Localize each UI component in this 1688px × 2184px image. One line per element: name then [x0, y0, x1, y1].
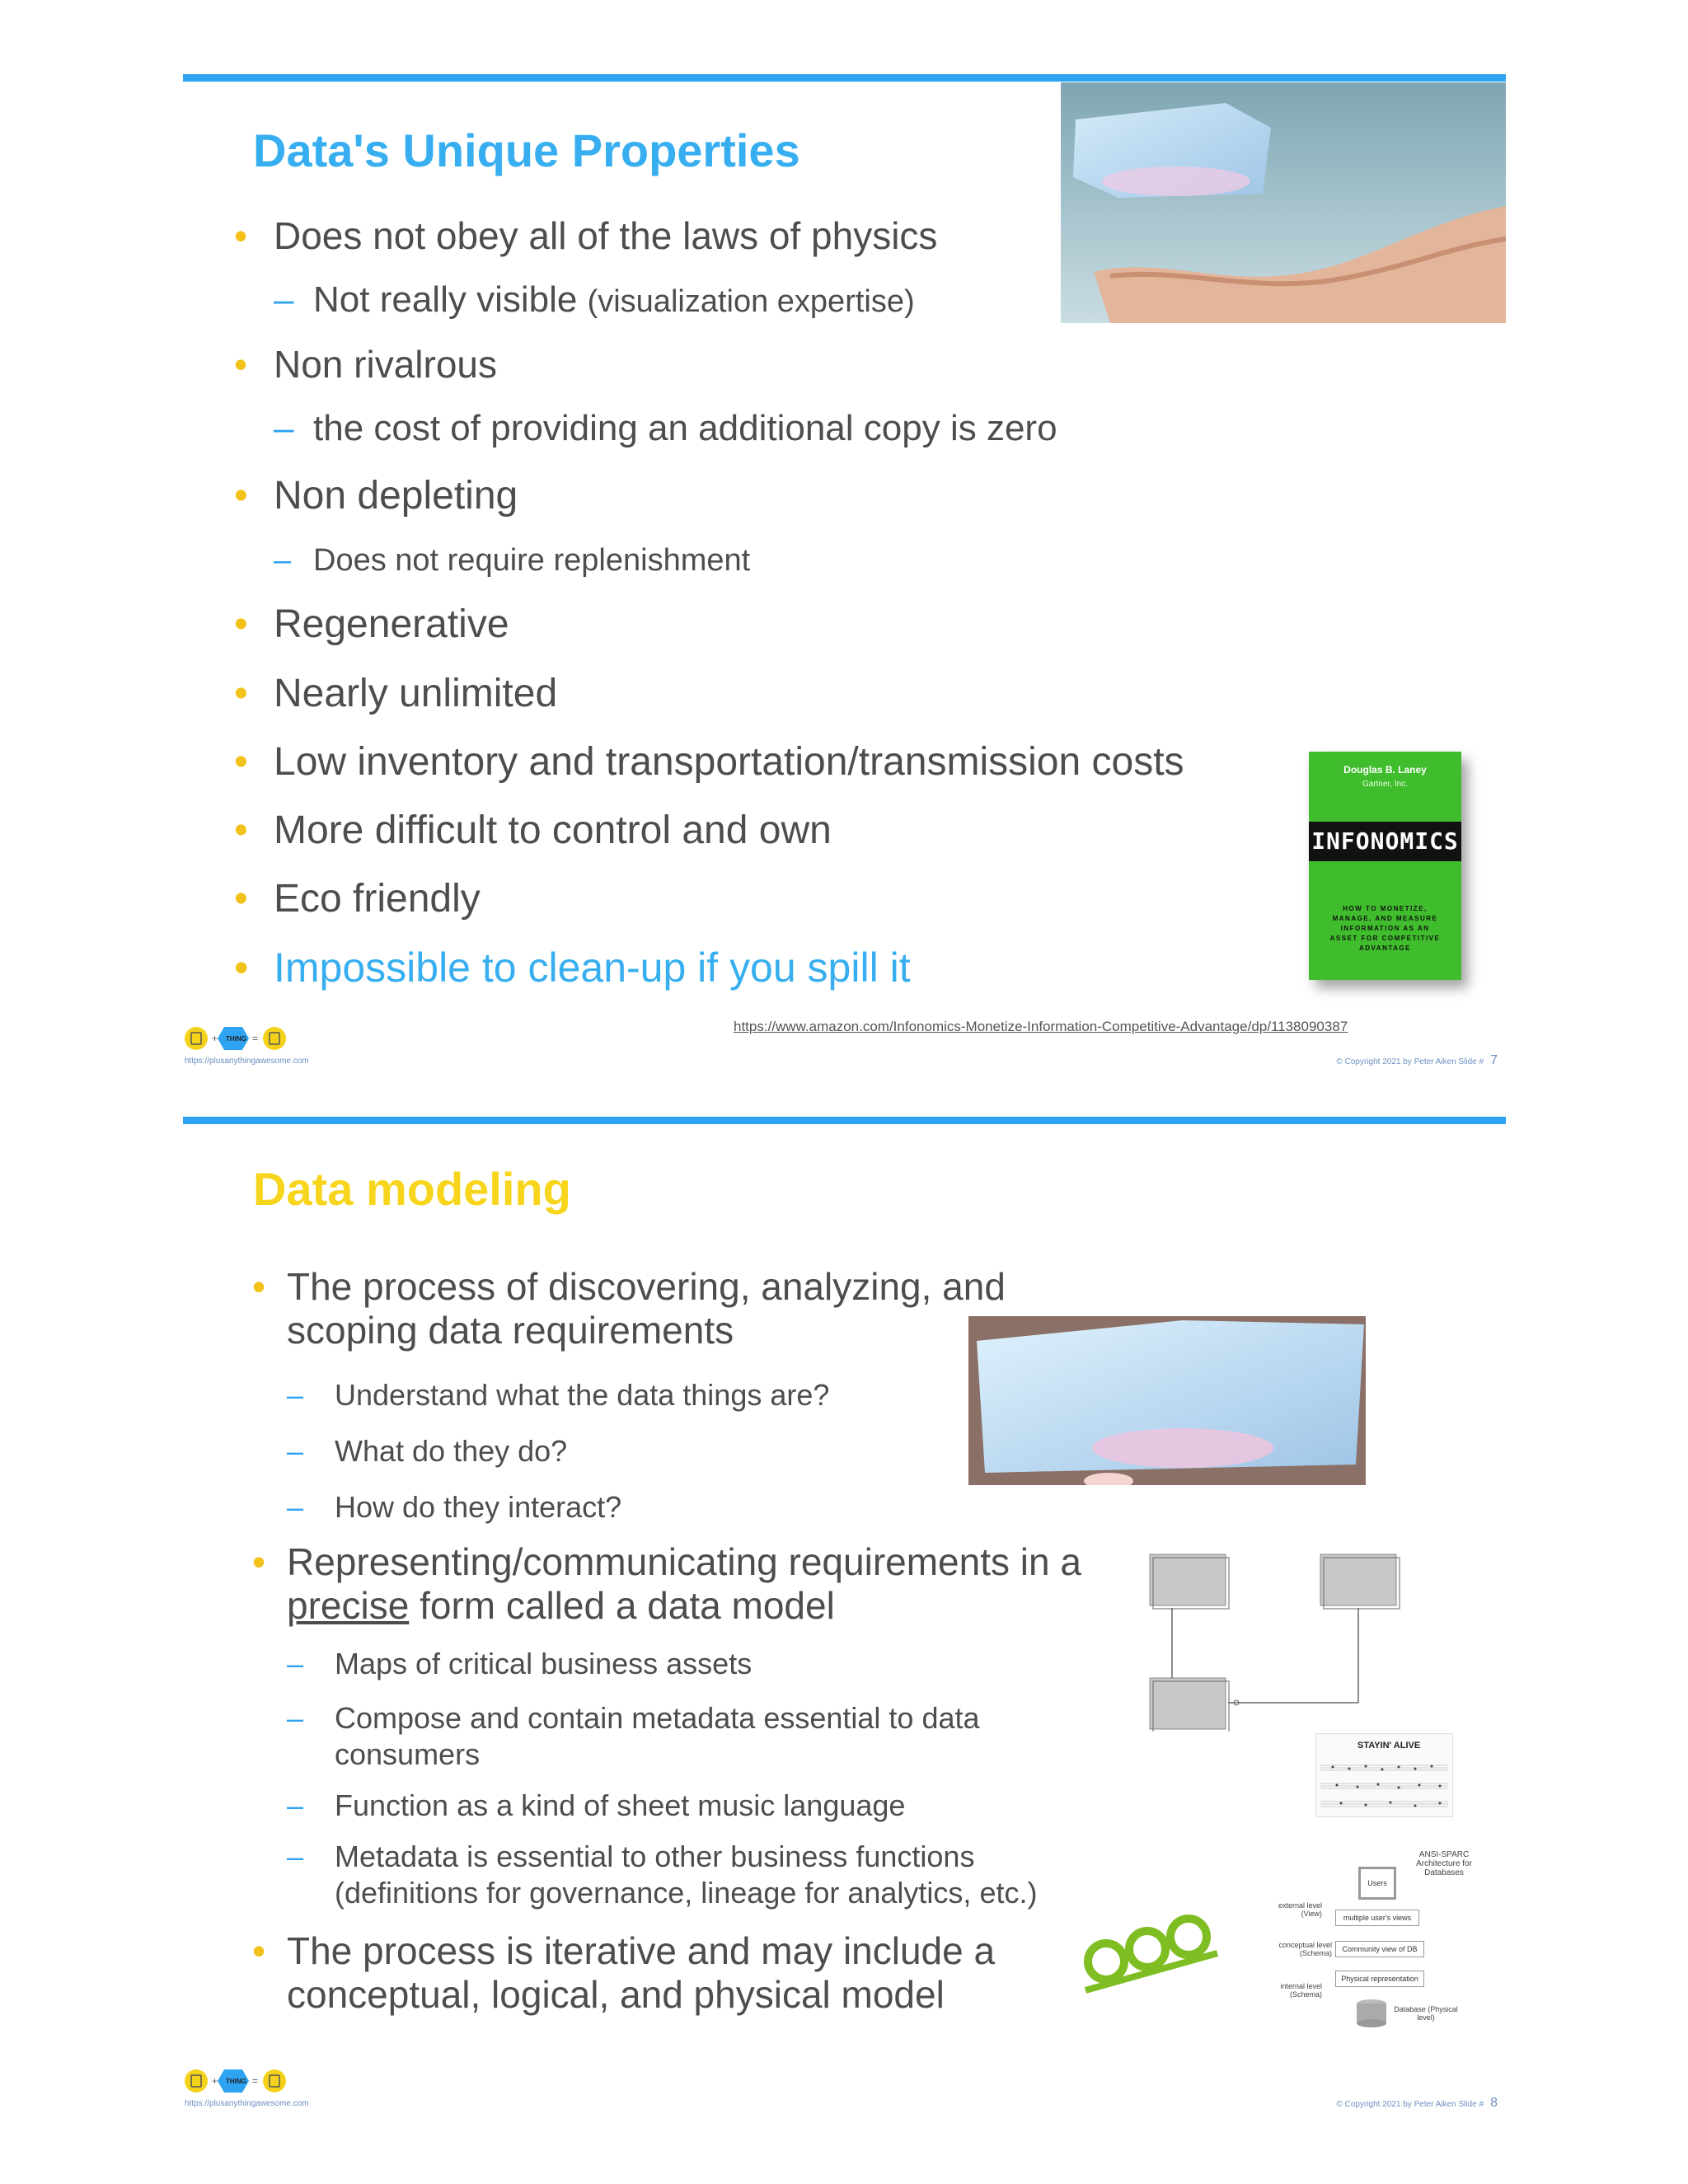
footer-copyright: © Copyright 2021 by Peter Aiken Slide # 7	[1336, 1053, 1498, 1067]
users-box: Users	[1358, 1867, 1396, 1900]
bullet-item: • Nearly unlimited	[234, 672, 558, 715]
slide-number: 7	[1490, 1053, 1498, 1067]
footer-copyright: © Copyright 2021 by Peter Aiken Slide # 8	[1336, 2096, 1498, 2110]
bullet-list	[234, 213, 1184, 1013]
sub-bullet-item: – Not really visible (visualization expertise)	[274, 277, 1184, 341]
slide-title: Data's Unique Properties	[253, 124, 800, 176]
sheet-music-title: STAYIN' ALIVE	[1357, 1741, 1421, 1750]
bullet-item: • Does not obey all of the laws of physics	[234, 214, 938, 257]
entity-relationship-diagram	[1146, 1550, 1426, 1732]
bullet-dash: –	[287, 1701, 304, 1735]
svg-text:THING: THING	[226, 2078, 246, 2085]
conceptual-level-box: Community view of DB	[1335, 1941, 1424, 1957]
bullet-dash: –	[274, 408, 294, 448]
ansi-title: ANSI-SPARC Architecture for Databases	[1416, 1850, 1472, 1877]
external-level-label: external level (View)	[1278, 1901, 1322, 1918]
conceptual-level-label: conceptual level (Schema)	[1278, 1941, 1332, 1957]
database-label: Database (Physical level)	[1394, 2005, 1458, 2022]
sub-bullet-item: – the cost of providing an additional copy is zero	[274, 405, 1184, 473]
sub-bullet-item: – Compose and contain metadata essential to data consumers	[287, 1701, 980, 1771]
svg-text:+: +	[212, 1033, 218, 1044]
sub-bullet-item: – How do they interact?	[252, 1479, 1093, 1535]
bullet-item: • Regenerative	[234, 602, 509, 646]
slide-title: Data modeling	[253, 1163, 571, 1215]
internal-level-box: Physical representation	[1335, 1971, 1424, 1987]
slide-top-bar	[183, 74, 1506, 82]
bullet-dot: •	[252, 1265, 266, 1308]
database-icon	[1355, 1999, 1388, 2032]
book-author: Douglas B. Laney	[1343, 764, 1427, 776]
sheet-music-image	[1315, 1733, 1453, 1817]
bullet-dash: –	[287, 1788, 304, 1822]
sub-bullet-item: – Understand what the data things are?	[252, 1367, 1093, 1423]
book-tagline: HOW TO MONETIZE, MANAGE, AND MEASURE INFORMATION AS AN ASSET FOR COMPETITIVE ADVANTAGE	[1329, 905, 1441, 952]
sub-bullet-item: – What do they do?	[252, 1423, 1093, 1479]
bullet-item-highlight: • Impossible to clean-up if you spill it	[234, 944, 911, 991]
bullet-dot: •	[234, 214, 248, 257]
external-level-box: multiple user's views	[1335, 1910, 1419, 1926]
bullet-dot: •	[234, 474, 248, 518]
bullet-dot: •	[234, 944, 249, 991]
svg-text:=: =	[252, 1033, 259, 1044]
book-title: INFONOMICS	[1309, 822, 1461, 861]
bullet-dash: –	[287, 1434, 304, 1468]
bullet-dot: •	[252, 1929, 266, 1972]
bullet-dash: –	[287, 1490, 304, 1524]
bullet-dash: –	[287, 1378, 304, 1412]
sub-bullet-item: – Maps of critical business assets	[252, 1636, 1093, 1692]
source-link[interactable]: https://www.amazon.com/Infonomics-Monetize-Information-Competitive-Advantage/dp/1138090387	[734, 1019, 1348, 1034]
bullet-item: • Eco friendly	[234, 877, 481, 921]
ansi-sparc-diagram	[1271, 1850, 1485, 2040]
svg-text:+: +	[212, 2075, 218, 2087]
bullet-dot: •	[234, 740, 248, 784]
footer-url: https://plusanythingawesome.com	[185, 2099, 309, 2108]
slide-8	[183, 1117, 1506, 2147]
bullet-dot: •	[252, 1540, 266, 1583]
recycle-arrows-image	[1081, 1908, 1230, 1999]
bullet-item: • More difficult to control and own	[234, 808, 832, 852]
bullet-dot: •	[234, 672, 248, 715]
emphasis-precise: precise	[287, 1584, 410, 1627]
bullet-dash: –	[287, 1840, 304, 1873]
bullet-dot: •	[234, 877, 248, 921]
sub-bullet-item: – Metadata is essential to other business functions (definitions for governance, lineage for analytics, etc.)	[287, 1840, 1038, 1910]
infonomics-book-cover	[1309, 752, 1461, 980]
svg-text:=: =	[252, 2075, 259, 2087]
bullet-item: • The process of discovering, analyzing, and scoping data requirements	[252, 1265, 1006, 1352]
slide-top-bar	[183, 1117, 1506, 1124]
bullet-dash: –	[274, 543, 292, 578]
sub-bullet-item: – Function as a kind of sheet music language	[252, 1778, 1093, 1834]
bullet-list	[252, 1265, 1093, 2017]
slide-number: 8	[1490, 2096, 1498, 2110]
slide-7	[183, 74, 1506, 1080]
bullet-item: • Non depleting	[234, 474, 518, 518]
footer-url: https://plusanythingawesome.com	[185, 1057, 309, 1066]
bullet-item: • Low inventory and transportation/transmission costs	[234, 740, 1184, 784]
svg-text:THING: THING	[226, 1035, 246, 1043]
bullet-item: • The process is iterative and may include a conceptual, logical, and physical model	[252, 1929, 996, 2016]
bullet-dot: •	[234, 343, 248, 386]
book-company: Gartner, Inc.	[1362, 780, 1409, 789]
bullet-dash: –	[287, 1647, 304, 1680]
sub-bullet-item: – Does not require replenishment	[274, 537, 1184, 602]
bullet-dash: –	[274, 279, 294, 320]
internal-level-label: internal level (Schema)	[1280, 1982, 1322, 1999]
bullet-item: • Non rivalrous	[234, 343, 497, 386]
bullet-item: • Representing/communicating requirements in a precise form called a data model	[252, 1540, 1081, 1627]
bullet-dot: •	[234, 808, 248, 852]
bullet-dot: •	[234, 602, 248, 646]
